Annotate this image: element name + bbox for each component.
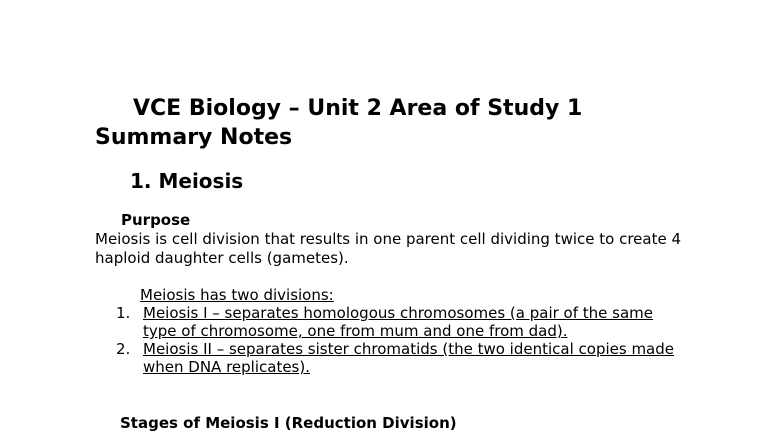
list-item-number: 2.	[116, 340, 131, 358]
list-item-number: 1.	[116, 304, 131, 322]
list-item	[116, 340, 736, 376]
divisions-intro: Meiosis has two divisions:	[140, 286, 334, 304]
title-line-1: VCE Biology – Unit 2 Area of Study 1	[133, 96, 583, 121]
document-title	[95, 94, 715, 152]
divisions-list	[116, 304, 736, 376]
list-item	[116, 304, 736, 340]
list-item-text: Meiosis II – separates sister chromatids (the two identical copies made when DNA replicates).	[143, 340, 674, 376]
purpose-heading: Purpose	[121, 211, 191, 229]
title-line-2: Summary Notes	[95, 125, 293, 150]
stages-heading: Stages of Meiosis I (Reduction Division)	[120, 414, 457, 432]
list-item-text: Meiosis I – separates homologous chromosomes (a pair of the same type of chromosome, one from mum and one from dad).	[143, 304, 654, 340]
section-heading-meiosis: 1. Meiosis	[130, 169, 244, 193]
purpose-paragraph: Meiosis is cell division that results in one parent cell dividing twice to create 4 haploid daughter cells (gametes).	[95, 230, 681, 267]
